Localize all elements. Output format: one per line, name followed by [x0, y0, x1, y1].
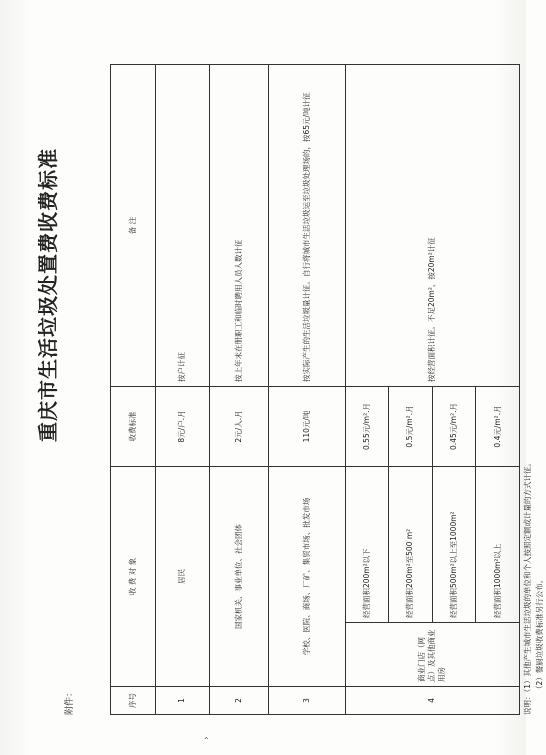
fee-table	[110, 64, 520, 715]
row-seq: 3	[268, 687, 345, 715]
note-line: （2）餐厨垃圾收费标准另行公布。	[535, 575, 544, 693]
row-standard: 2元/人.月	[209, 387, 268, 467]
header-object: 收 费 对 象	[111, 467, 156, 687]
row-object: 国家机关、事业单位、社会团体	[209, 467, 268, 687]
rotated-document	[36, 65, 544, 715]
page-mark: ⌃	[203, 736, 210, 745]
tier-standard: 0.4元/m².月	[476, 387, 520, 467]
row-object: 学校、医院、商场、厂矿、集贸市场、批发市场	[268, 467, 345, 687]
table-header-row	[111, 65, 156, 715]
header-remark: 备 注	[111, 65, 156, 387]
table-row	[209, 65, 268, 715]
row-remark: 按经营面积计征。不足20m²，按20m²计征	[345, 65, 519, 387]
header-seq: 序号	[111, 687, 156, 715]
header-standard: 收费标准	[111, 387, 156, 467]
tier-standard: 0.5元/m².月	[389, 387, 433, 467]
tier-area: 经营面积200m²至500 m²	[389, 467, 433, 623]
table-row	[345, 65, 389, 715]
tier-standard: 0.45元/m².月	[432, 387, 476, 467]
row-standard: 110元/吨	[268, 387, 345, 467]
row-seq: 1	[155, 687, 209, 715]
row-group: 商业门店（网点）及其他商业用房	[345, 623, 519, 687]
row-remark: 按实际产生的生活垃圾量计征。自行将城市生活垃圾运至垃圾处理场的，按65元/吨计征	[268, 65, 345, 387]
tier-area: 经营面积500m²以上至1000m²	[432, 467, 476, 623]
notes	[522, 459, 546, 715]
note-line: 说明：（1）其他产生城市生活垃圾的单位和个人按照定额或计量的方式计征。	[523, 458, 532, 715]
row-remark: 按户计征	[155, 65, 209, 387]
row-remark: 按上年末在册职工和临时聘用人员人数计征	[209, 65, 268, 387]
tier-area: 经营面积200m²以下	[345, 467, 389, 623]
row-object: 居民	[155, 467, 209, 687]
table-row	[155, 65, 209, 715]
tier-standard: 0.55元/m².月	[345, 387, 389, 467]
attachment-label: 附件：	[65, 687, 75, 715]
tier-area: 经营面积1000m²以上	[476, 467, 520, 623]
table-row	[268, 65, 345, 715]
row-seq: 4	[345, 687, 519, 715]
row-standard: 8元/户.月	[155, 387, 209, 467]
row-seq: 2	[209, 687, 268, 715]
document-title: 重庆市生活垃圾处置费收费标准	[36, 148, 60, 442]
